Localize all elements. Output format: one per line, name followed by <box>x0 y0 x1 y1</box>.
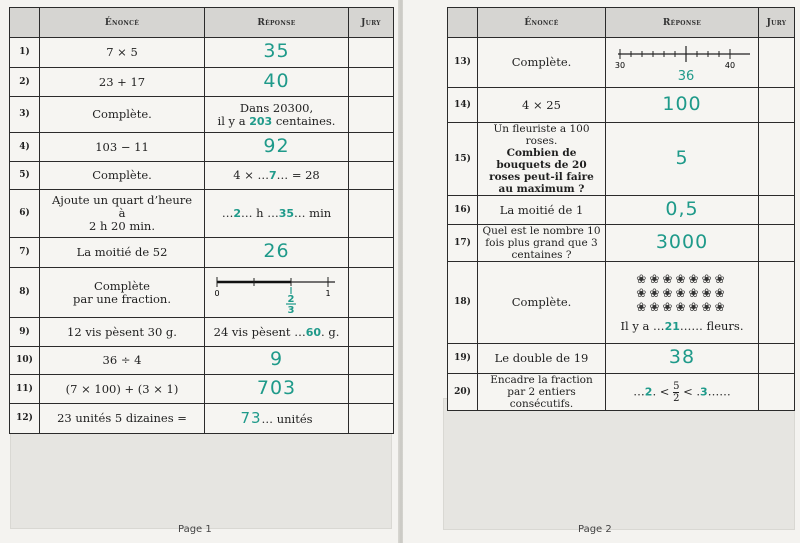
row-number: 16) <box>448 196 478 225</box>
page-number: Page 2 <box>578 524 612 535</box>
handwritten-lower-bound: 2 <box>644 385 653 398</box>
handwritten-answer: 100 <box>662 92 702 115</box>
question: 23 + 17 <box>40 68 205 97</box>
jury-cell[interactable] <box>759 344 795 374</box>
answer-cell[interactable] <box>205 347 349 375</box>
question: 23 unités 5 dizaines = <box>40 404 205 434</box>
row-number: 1) <box>10 38 40 68</box>
table-row <box>10 347 394 375</box>
table-row <box>448 262 795 344</box>
jury-cell[interactable] <box>349 133 394 162</box>
row-number: 3) <box>10 97 40 133</box>
row-number: 11) <box>10 375 40 404</box>
table-row <box>448 88 795 123</box>
row-number: 7) <box>10 238 40 268</box>
table-row <box>448 344 795 374</box>
question: Complète. <box>478 262 606 344</box>
answer-cell[interactable] <box>606 123 759 196</box>
axis-label-start: 0 <box>213 289 220 298</box>
answer-table-page-2 <box>447 7 795 411</box>
table-header <box>10 8 394 38</box>
question: 12 vis pèsent 30 g. <box>40 318 205 347</box>
table-row <box>10 404 394 434</box>
table-row <box>10 97 394 133</box>
answer-cell[interactable]: ❀❀❀❀❀❀❀ ❀❀❀❀❀❀❀ ❀❀❀❀❀❀❀ Il y a …21…… fleurs. <box>606 262 759 344</box>
table-row <box>10 133 394 162</box>
question: Complète. <box>478 38 606 88</box>
row-number: 19) <box>448 344 478 374</box>
question: Complète. <box>40 97 205 133</box>
row-number: 5) <box>10 162 40 190</box>
table-row <box>448 123 795 196</box>
question: 103 − 11 <box>40 133 205 162</box>
handwritten-answer: 60 <box>305 325 322 339</box>
handwritten-answer: 73 <box>240 408 262 427</box>
question: 36 ÷ 4 <box>40 347 205 375</box>
handwritten-hours: 2 <box>233 207 241 220</box>
answer-cell[interactable]: 4 × …7… = 28 <box>205 162 349 190</box>
answer-cell[interactable] <box>606 225 759 262</box>
question: La moitié de 52 <box>40 238 205 268</box>
question: Complète par une fraction. <box>40 268 205 318</box>
answer-cell[interactable] <box>205 238 349 268</box>
question: 7 × 5 <box>40 38 205 68</box>
jury-cell[interactable] <box>349 162 394 190</box>
axis-label-end: 40 <box>724 61 735 70</box>
answer-cell[interactable]: Dans 20300, il y a 203 centaines. <box>205 97 349 133</box>
answer-cell[interactable] <box>606 344 759 374</box>
question: 4 × 25 <box>478 88 606 123</box>
faded-bleed-through <box>10 432 392 529</box>
row-number: 17) <box>448 225 478 262</box>
handwritten-numerator: 2 <box>287 294 294 305</box>
jury-cell[interactable] <box>349 68 394 97</box>
page-1 <box>0 0 399 543</box>
table-row <box>10 68 394 97</box>
answer-table-page-1 <box>9 7 394 434</box>
answer-cell[interactable] <box>606 38 759 88</box>
flower-row: ❀❀❀❀❀❀❀ <box>636 300 728 314</box>
table-row <box>10 318 394 347</box>
answer-cell[interactable] <box>205 68 349 97</box>
number-line <box>610 38 755 84</box>
answer-cell[interactable] <box>606 88 759 123</box>
row-number: 20) <box>448 374 478 411</box>
header-reponse: Réponse <box>606 8 759 38</box>
row-number: 18) <box>448 262 478 344</box>
handwritten-answer: 203 <box>249 114 273 128</box>
jury-cell[interactable] <box>759 225 795 262</box>
jury-cell[interactable] <box>759 262 795 344</box>
answer-cell[interactable] <box>606 196 759 225</box>
question: Un fleuriste a 100 roses. Combien de bouquets de 20 roses peut-il faire au maximum ? <box>478 123 606 196</box>
row-number: 8) <box>10 268 40 318</box>
jury-cell[interactable] <box>349 97 394 133</box>
flower-row: ❀❀❀❀❀❀❀ <box>636 272 728 286</box>
question: Encadre la fraction par 2 entiers consécutifs. <box>478 374 606 411</box>
row-number: 15) <box>448 123 478 196</box>
jury-cell[interactable] <box>759 88 795 123</box>
header-jury: Jury <box>759 8 795 38</box>
question: La moitié de 1 <box>478 196 606 225</box>
handwritten-upper-bound: 3 <box>700 385 708 398</box>
jury-cell[interactable] <box>759 374 795 411</box>
row-number: 13) <box>448 38 478 88</box>
answer-cell[interactable]: 73… unités <box>205 404 349 434</box>
jury-cell[interactable] <box>759 196 795 225</box>
handwritten-answer: 40 <box>263 69 290 92</box>
jury-cell[interactable] <box>349 375 394 404</box>
handwritten-answer: 36 <box>677 69 694 84</box>
page-number: Page 1 <box>178 524 212 535</box>
handwritten-answer: 26 <box>263 240 290 262</box>
header-reponse: Réponse <box>205 8 349 38</box>
handwritten-answer: 0,5 <box>665 197 699 220</box>
table-row <box>10 268 394 318</box>
header-enonce: Énoncé <box>478 8 606 38</box>
handwritten-answer: 21 <box>664 320 680 333</box>
axis-label-end: 1 <box>324 289 331 298</box>
table-row <box>448 374 795 411</box>
handwritten-answer: 7 <box>269 169 277 182</box>
answer-cell[interactable] <box>205 133 349 162</box>
question: (7 × 100) + (3 × 1) <box>40 375 205 404</box>
jury-cell[interactable] <box>759 38 795 88</box>
row-number: 4) <box>10 133 40 162</box>
jury-cell[interactable] <box>349 318 394 347</box>
table-row <box>10 375 394 404</box>
handwritten-answer: 5 <box>675 146 689 169</box>
jury-cell[interactable] <box>759 123 795 196</box>
answer-cell[interactable] <box>205 268 349 318</box>
answer-cell[interactable] <box>205 375 349 404</box>
answer-cell[interactable] <box>205 38 349 68</box>
number-line <box>209 268 345 314</box>
faded-bleed-through <box>443 398 795 530</box>
handwritten-denominator: 3 <box>287 305 294 314</box>
table-header <box>448 8 795 38</box>
answer-cell[interactable]: …2. < $\frac{5}{2}$ < .3…… <box>606 374 759 411</box>
handwritten-answer: 3000 <box>655 230 709 253</box>
flower-grid <box>609 272 755 314</box>
flower-row: ❀❀❀❀❀❀❀ <box>636 286 728 300</box>
handwritten-answer: 92 <box>263 134 290 157</box>
jury-cell[interactable] <box>349 404 394 434</box>
jury-cell[interactable] <box>349 268 394 318</box>
table-row <box>10 38 394 68</box>
question: Quel est le nombre 10 fois plus grand que 3 centaines ? <box>478 225 606 262</box>
answer-cell[interactable]: 24 vis pèsent …60. g. <box>205 318 349 347</box>
jury-cell[interactable] <box>349 190 394 238</box>
question: Le double de 19 <box>478 344 606 374</box>
table-row <box>10 162 394 190</box>
handwritten-answer: 35 <box>263 40 290 62</box>
handwritten-answer: 9 <box>269 348 284 370</box>
fraction: $\frac{5}{2}$ <box>673 380 680 404</box>
question: Complète. <box>40 162 205 190</box>
row-number: 6) <box>10 190 40 238</box>
jury-cell[interactable] <box>349 347 394 375</box>
page-2 <box>403 0 800 543</box>
table-row <box>448 196 795 225</box>
jury-cell[interactable] <box>349 238 394 268</box>
question: Ajoute un quart d’heure à 2 h 20 min. <box>40 190 205 238</box>
header-jury: Jury <box>349 8 394 38</box>
handwritten-answer: 38 <box>668 346 696 368</box>
answer-cell[interactable]: …2… h …35… min <box>205 190 349 238</box>
row-number: 10) <box>10 347 40 375</box>
jury-cell[interactable] <box>349 38 394 68</box>
row-number: 14) <box>448 88 478 123</box>
table-row <box>10 238 394 268</box>
row-number: 9) <box>10 318 40 347</box>
table-row <box>10 190 394 238</box>
header-enonce: Énoncé <box>40 8 205 38</box>
table-row <box>448 38 795 88</box>
row-number: 12) <box>10 404 40 434</box>
handwritten-minutes: 35 <box>278 207 295 220</box>
row-number: 2) <box>10 68 40 97</box>
handwritten-answer: 703 <box>256 376 297 399</box>
table-row <box>448 225 795 262</box>
axis-label-start: 30 <box>614 61 625 70</box>
